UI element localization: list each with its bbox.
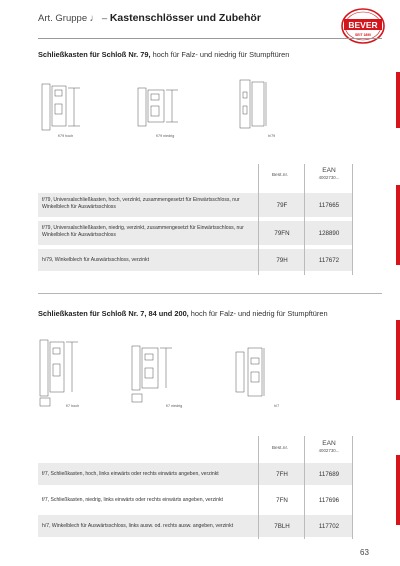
section-title-rest: hoch für Falz- und niedrig für Stumpftüren xyxy=(188,309,328,318)
row-ean: 117696 xyxy=(318,497,340,504)
row-description: h/7, Winkelblech für Auswärtsschloss, links ausw. od. rechts ausw. angeben, verzinkt xyxy=(42,523,234,529)
ean-prefix: 4002730... xyxy=(318,175,340,180)
column-divider xyxy=(304,436,305,539)
side-tab-marker xyxy=(396,320,400,400)
svg-text:BEVER: BEVER xyxy=(348,19,378,30)
svg-text:SEIT 1890: SEIT 1890 xyxy=(354,33,372,37)
drawing-caption: f/7 hoch xyxy=(66,404,80,408)
product-drawings xyxy=(38,338,298,414)
page-number: 63 xyxy=(360,548,369,557)
strike-box-low-drawing xyxy=(136,82,180,134)
column-header-ean xyxy=(306,440,352,453)
row-ean: 117702 xyxy=(318,523,340,530)
column-divider xyxy=(352,436,353,539)
side-tab-marker xyxy=(396,72,400,128)
row-description: f/7, Schließkasten, niedrig, links einwärts oder rechts einwärts angeben, verzinkt xyxy=(42,497,223,503)
product-drawings xyxy=(38,82,298,142)
angle-plate-drawing xyxy=(236,78,270,134)
ean-prefix: 4002730... xyxy=(318,448,340,453)
ean-label: EAN xyxy=(322,440,336,447)
section-title-rest: hoch für Falz- und niedrig für Stumpftüren xyxy=(150,50,290,59)
column-header-ean xyxy=(306,167,352,180)
row-order-number: 7FH xyxy=(276,471,288,478)
drawing-caption: f/79 niedrig xyxy=(156,134,175,138)
row-order-number: 79F xyxy=(276,202,288,209)
column-header-order-number: Best.nr. xyxy=(271,446,289,451)
row-description: f/79, Universalschließkasten, niedrig, verzinkt, zusammengesetzt für Einwärtsschloss, nur Winkelblech für Auswärtsschloss xyxy=(42,225,244,238)
section-title-bold: Schließkasten für Schloß Nr. 7, 84 und 200, xyxy=(38,309,189,318)
drawing-caption: f/79 hoch xyxy=(58,134,74,138)
row-order-number: 7BLH xyxy=(274,523,290,530)
drawing-caption: h/7 xyxy=(274,404,280,408)
column-divider xyxy=(258,164,259,275)
row-ean: 128890 xyxy=(318,230,340,237)
drawing-caption: f/7 niedrig xyxy=(166,404,183,408)
row-description: f/7, Schließkasten, hoch, links einwärts oder rechts einwärts angeben, verzinkt xyxy=(42,471,219,477)
section-title xyxy=(38,309,328,318)
section-divider xyxy=(38,293,382,294)
side-tab-marker xyxy=(396,185,400,265)
row-order-number: 7FN xyxy=(276,497,288,504)
strike-box-high-drawing xyxy=(40,82,82,134)
ean-label: EAN xyxy=(322,167,336,174)
row-description: h/79, Winkelblech für Auswärtsschloss, verzinkt xyxy=(42,257,150,263)
strike-box-low-drawing xyxy=(130,344,174,404)
row-order-number: 79FN xyxy=(274,230,290,237)
strike-box-high-drawing xyxy=(38,338,80,408)
row-order-number: 79H xyxy=(276,257,288,264)
drawing-caption: h/79 xyxy=(268,134,276,138)
side-tab-marker xyxy=(396,455,400,525)
column-divider xyxy=(258,436,259,539)
row-ean: 117689 xyxy=(318,471,340,478)
section-title xyxy=(38,50,289,59)
section-title-bold: Schließkasten für Schloß Nr. 79, xyxy=(38,50,151,59)
row-ean: 117665 xyxy=(318,202,340,209)
column-divider xyxy=(304,164,305,275)
row-ean: 117672 xyxy=(318,257,340,264)
page-header xyxy=(38,12,368,36)
article-group-label: Art. Gruppe ♩ – xyxy=(38,13,108,24)
header-divider xyxy=(38,38,382,39)
column-divider xyxy=(352,164,353,275)
row-description: f/79, Universalschließkasten, hoch, verzinkt, zusammengesetzt für Einwärtsschloss, nur Winkelblech für Auswärtsschloss xyxy=(42,197,240,210)
column-header-order-number: Best.nr. xyxy=(271,173,289,178)
angle-plate-drawing xyxy=(234,346,274,402)
page-title: Kastenschlösser und Zubehör xyxy=(109,12,261,24)
bever-logo xyxy=(340,6,386,46)
